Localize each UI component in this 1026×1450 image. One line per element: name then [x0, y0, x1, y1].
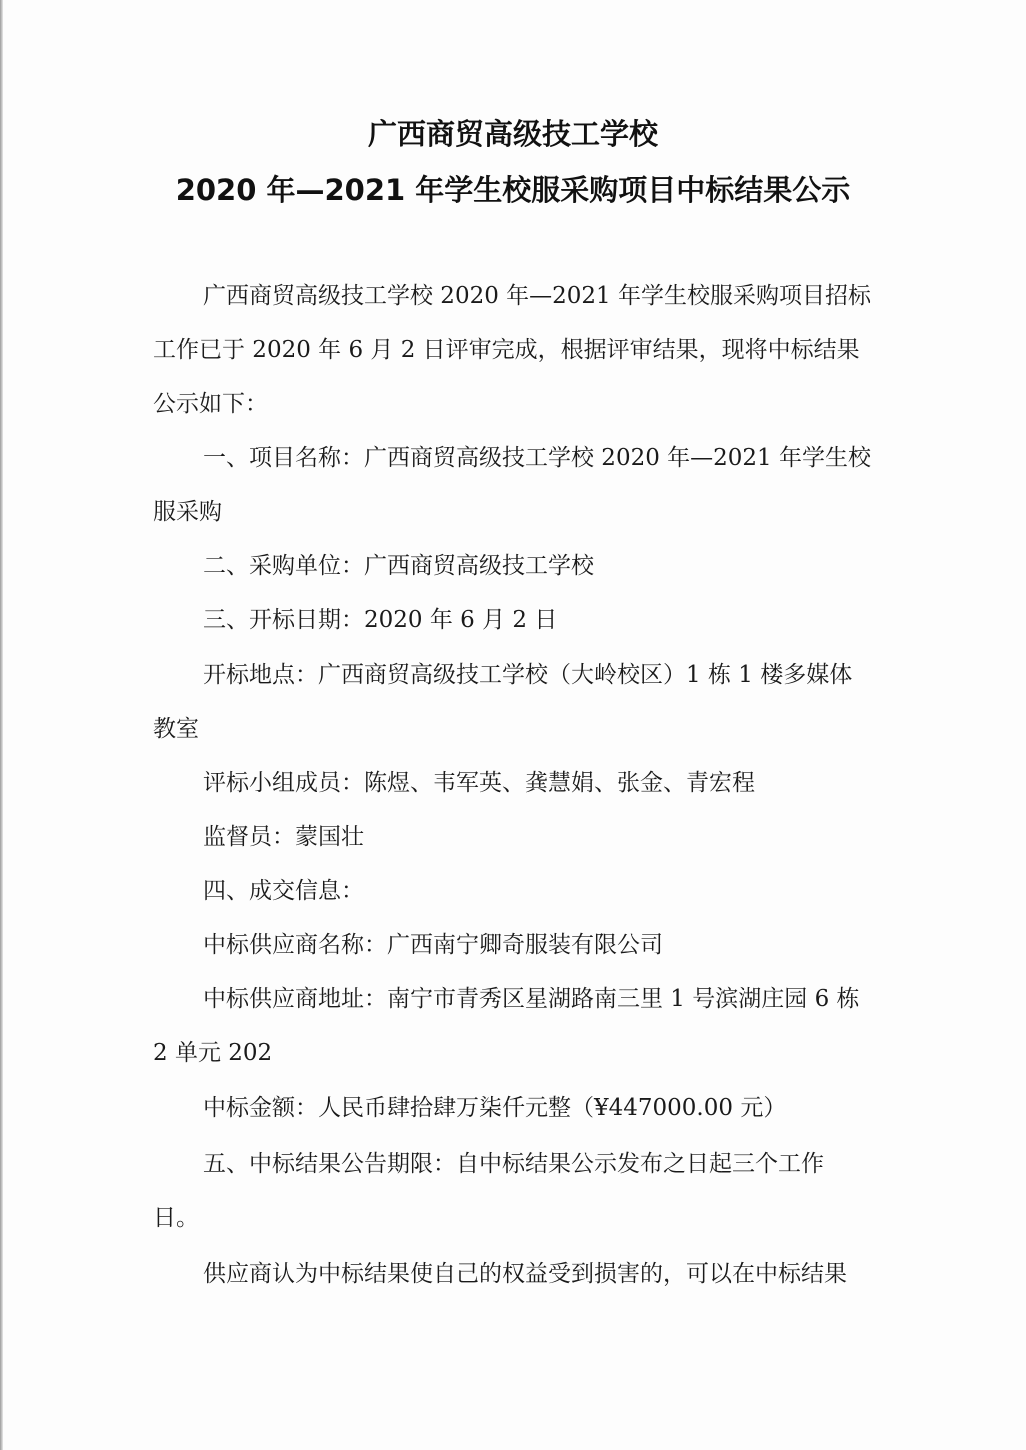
body-line-supplier-address-cont: 2 单元 202 [153, 1040, 273, 1066]
body-line-purchaser: 二、采购单位：广西商贸高级技工学校 [203, 553, 594, 579]
document-title-line-2: 2020 年—2021 年学生校服采购项目中标结果公示 [175, 173, 851, 207]
body-line-panel-members: 评标小组成员：陈煜、韦军英、龚慧娟、张金、青宏程 [203, 770, 755, 796]
body-line-objection: 供应商认为中标结果使自己的权益受到损害的，可以在中标结果 [203, 1261, 847, 1287]
body-line-open-location: 开标地点：广西商贸高级技工学校（大岭校区）1 栋 1 楼多媒体 [203, 662, 853, 688]
document-title-line-1: 广西商贸高级技工学校 [367, 117, 658, 151]
body-line-supplier-address: 中标供应商地址：南宁市青秀区星湖路南三里 1 号滨湖庄园 6 栋 [203, 986, 860, 1012]
body-line-project-name: 一、项目名称：广西商贸高级技工学校 2020 年—2021 年学生校 [203, 445, 871, 471]
body-line-open-location-cont: 教室 [153, 716, 199, 742]
body-line-intro-3: 公示如下： [153, 391, 268, 417]
body-line-intro-1: 广西商贸高级技工学校 2020 年—2021 年学生校服采购项目招标 [203, 283, 871, 309]
body-line-intro-2: 工作已于 2020 年 6 月 2 日评审完成，根据评审结果，现将中标结果 [153, 337, 860, 363]
body-line-project-name-cont: 服采购 [153, 499, 222, 525]
body-line-award-amount: 中标金额：人民币肆拾肆万柒仟元整（¥447000.00 元） [203, 1095, 787, 1121]
body-line-supervisor: 监督员：蒙国壮 [203, 824, 364, 850]
body-line-deal-info: 四、成交信息： [203, 878, 364, 904]
body-line-notice-period-cont: 日。 [153, 1205, 199, 1231]
body-line-notice-period: 五、中标结果公告期限：自中标结果公示发布之日起三个工作 [203, 1151, 824, 1177]
body-line-supplier-name: 中标供应商名称：广西南宁卿奇服装有限公司 [203, 932, 663, 958]
body-line-open-date: 三、开标日期：2020 年 6 月 2 日 [203, 607, 558, 633]
